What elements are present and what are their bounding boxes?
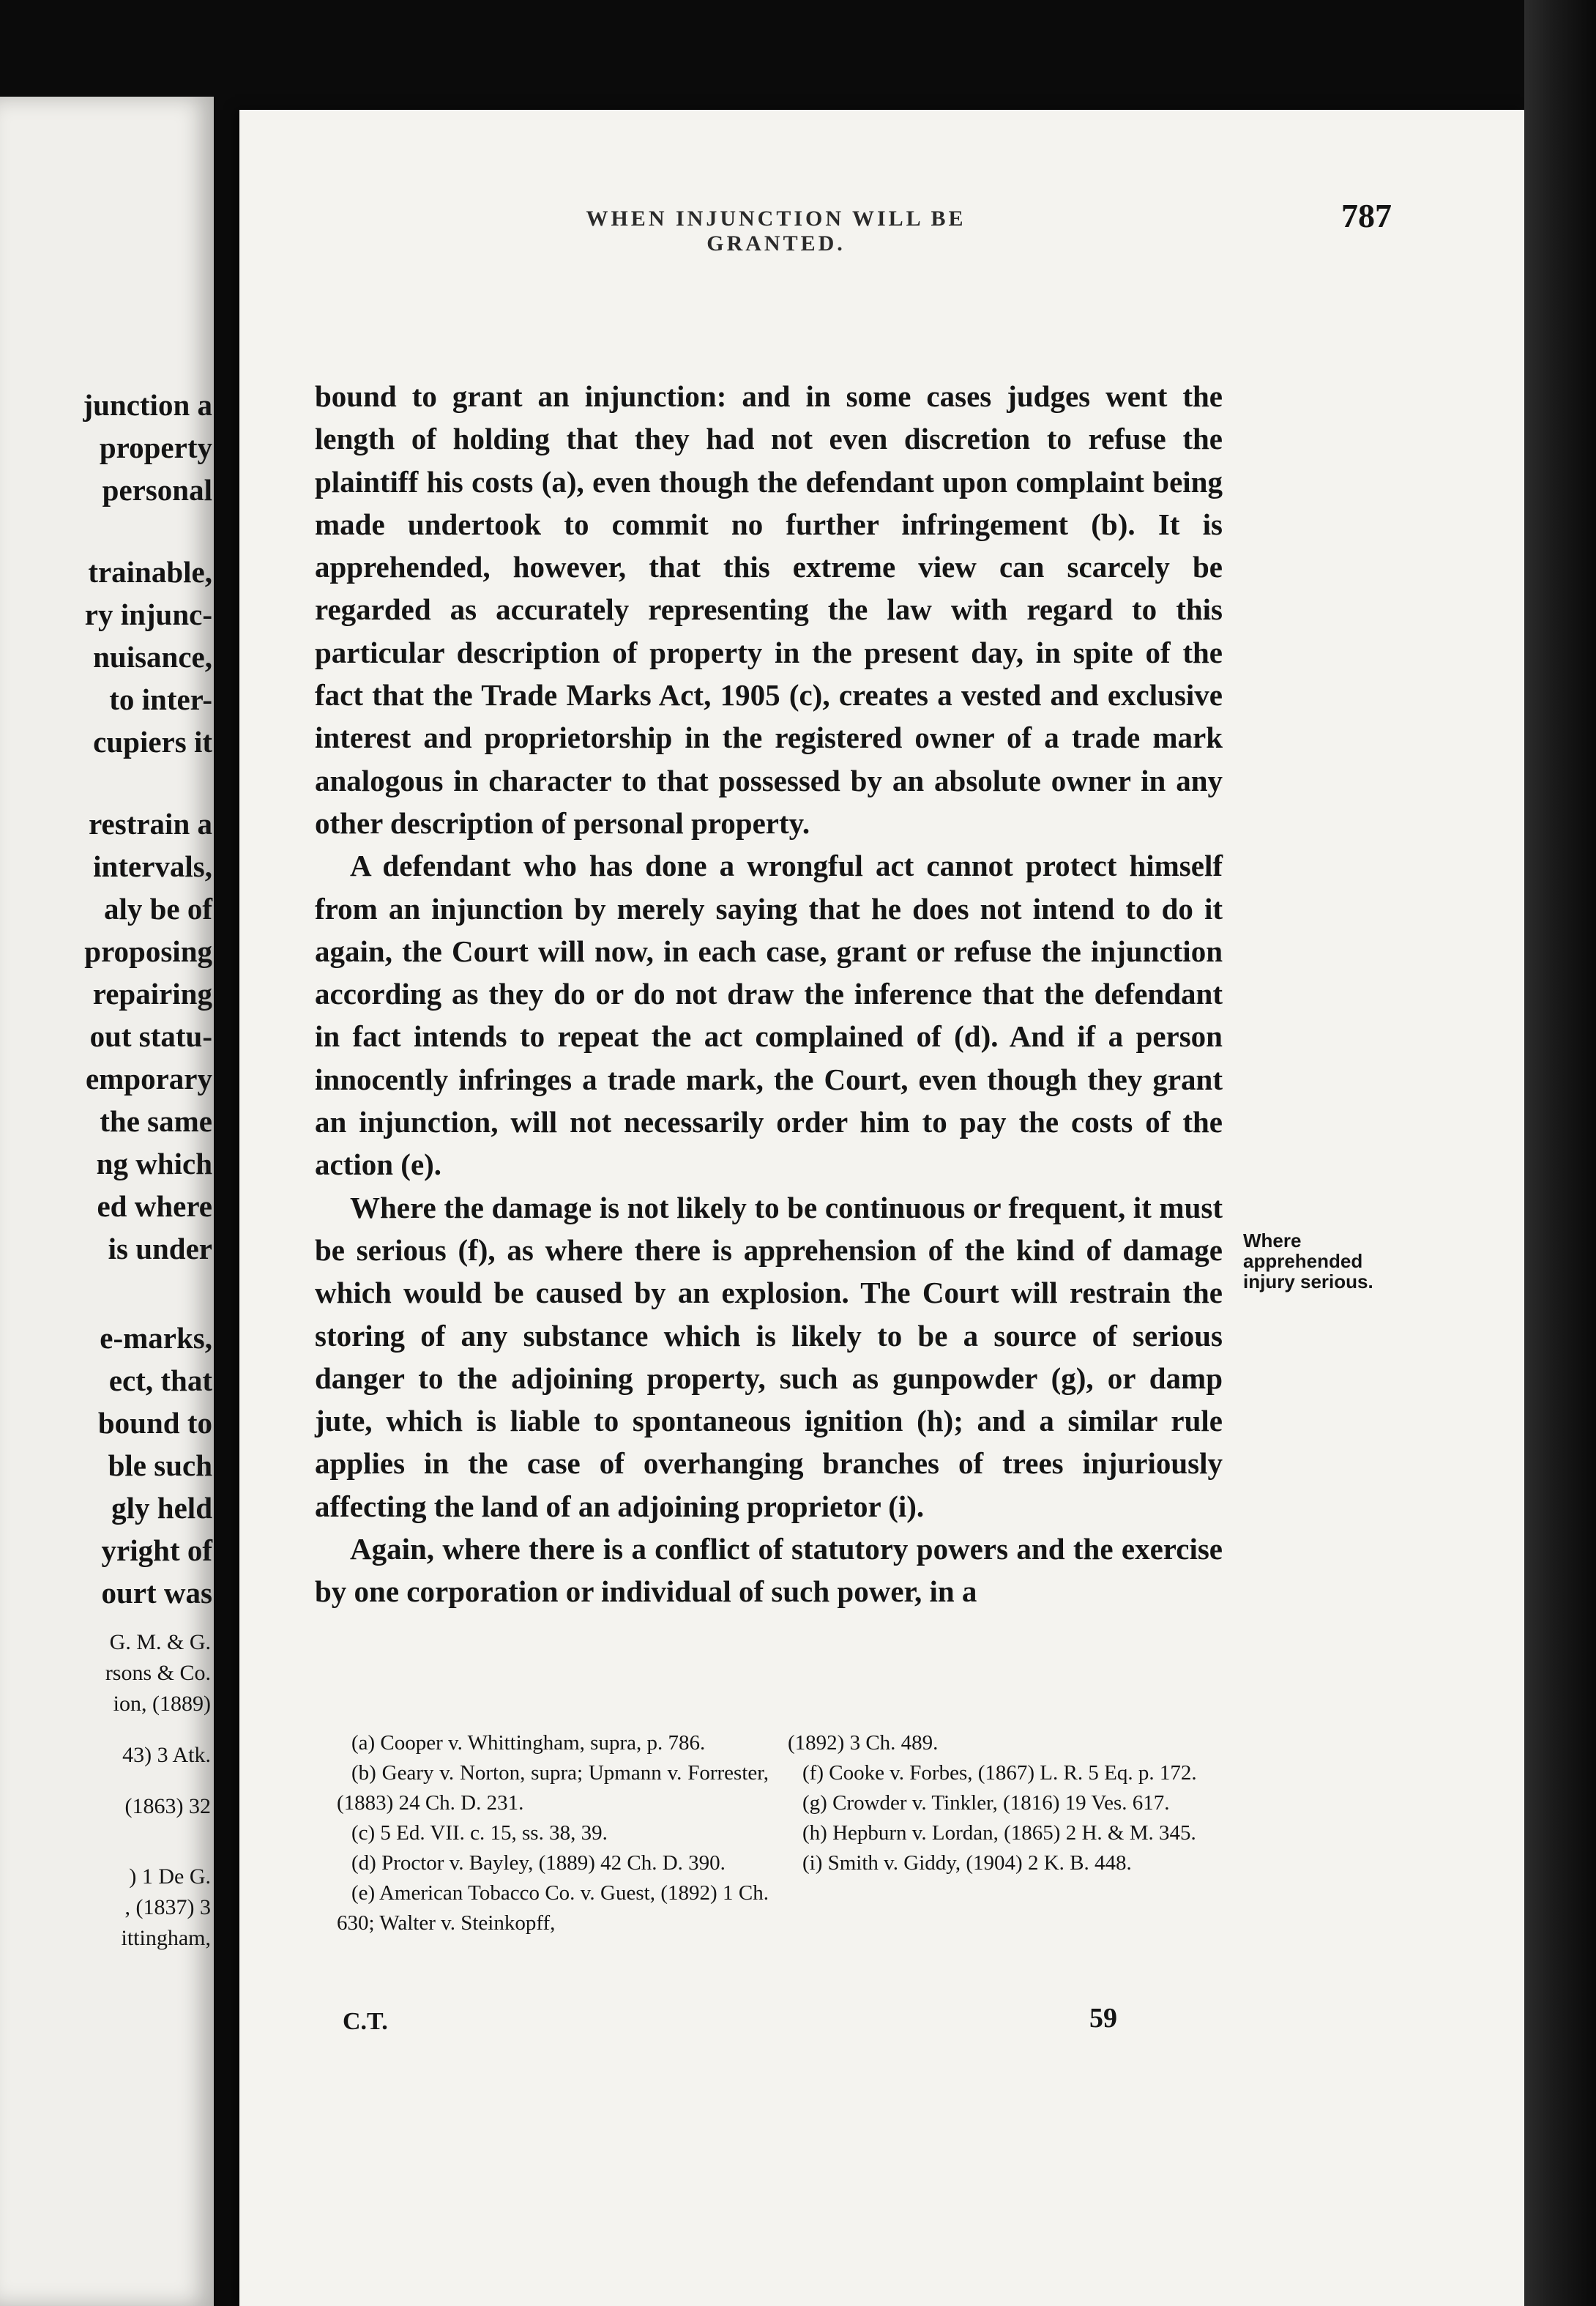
- sheet-number: 59: [1089, 2003, 1117, 2034]
- margin-note: Where apprehended injury serious.: [1243, 1230, 1373, 1293]
- left-page-line: bound to: [97, 1406, 212, 1440]
- footnote: (b) Geary v. Norton, supra; Upmann v. Forrester, (1883) 24 Ch. D. 231.: [337, 1761, 769, 1815]
- left-page-line: trainable,: [88, 555, 212, 589]
- footnote: (d) Proctor v. Bayley, (1889) 42 Ch. D. 390.: [351, 1851, 726, 1875]
- footnote: (h) Hepburn v. Lordan, (1865) 2 H. & M. 345.: [802, 1821, 1196, 1845]
- left-page-line: nuisance,: [93, 640, 212, 674]
- left-page-line: ng which: [96, 1147, 212, 1180]
- left-page-line: proposing: [84, 934, 212, 968]
- left-page-line: junction a: [83, 388, 212, 422]
- left-page-line: ry injunc-: [84, 598, 212, 631]
- left-page-line: gly held: [111, 1491, 212, 1525]
- left-page-line: the same: [100, 1104, 212, 1138]
- footnote: (f) Cooke v. Forbes, (1867) L. R. 5 Eq. p. 172.: [802, 1761, 1197, 1785]
- body-paragraph: A defendant who has done a wrongful act cannot protect himself from an injunction by merely saying that he does not intend to do it again, the Court will now, in each case, grant or refuse the injunction according as they do or do not draw the inference that the defendant in fact intends to repeat the act complained of (d). And if a person innocently infringes a trade mark, the Court, even though they grant an injunction, will not necessarily order him to pay the costs of the action (e).: [315, 849, 1223, 1182]
- footnote: (i) Smith v. Giddy, (1904) 2 K. B. 448.: [802, 1851, 1132, 1875]
- left-page-footnote: G. M. & G.: [109, 1630, 211, 1654]
- footnote: (e) American Tobacco Co. v. Guest, (1892) 1 Ch. 630; Walter v. Steinkopff,: [337, 1881, 769, 1935]
- left-page-line: ed where: [97, 1189, 212, 1223]
- footnote: (g) Crowder v. Tinkler, (1816) 19 Ves. 617.: [802, 1791, 1170, 1815]
- left-page-line: property: [99, 431, 212, 464]
- body-text: [315, 375, 1223, 1613]
- running-head: WHEN INJUNCTION WILL BE GRANTED.: [586, 207, 966, 256]
- footnote: (1892) 3 Ch. 489.: [788, 1731, 939, 1755]
- body-paragraph: Where the damage is not likely to be continuous or frequent, it must be serious (f), as where there is apprehension of the kind of damage which would be caused by an explosion. The Court will restrain the storing of any substance which is likely to be a source of serious danger to the adjoining property, such as gunpowder (g), or damp jute, which is liable to spontaneous ignition (h); and a similar rule applies in the case of overhanging branches of trees injuriously affecting the land of an adjoining proprietor (i).: [315, 1190, 1223, 1523]
- body-paragraph: Again, where there is a conflict of statutory powers and the exercise by one corporation or individual of such power, in a: [315, 1532, 1223, 1609]
- footnotes-left-column: [337, 1728, 769, 1938]
- left-page-footnote: rsons & Co.: [105, 1661, 211, 1685]
- left-page-line: intervals,: [93, 849, 212, 883]
- left-page-line: cupiers it: [93, 725, 212, 759]
- left-page-footnote: ittingham,: [121, 1926, 211, 1950]
- page-number: 787: [1341, 197, 1392, 234]
- left-page-line: emporary: [85, 1062, 212, 1096]
- left-page-line: e-marks,: [100, 1321, 212, 1355]
- left-page-line: is under: [108, 1232, 212, 1265]
- left-page-line: ect, that: [108, 1364, 212, 1397]
- left-page-fragment: [0, 97, 214, 2306]
- left-page-footnote: ) 1 De G.: [129, 1864, 211, 1889]
- left-page-line: to inter-: [109, 682, 212, 716]
- left-page-footnote: , (1837) 3: [124, 1895, 211, 1919]
- body-paragraph: bound to grant an injunction: and in some cases judges went the length of holding that they had not even discretion to refuse the plaintiff his costs (a), even though the defendant upon complaint being made undertook to commit no further infringement (b). It is apprehended, however, that this extreme view can scarcely be regarded as accurately representing the law with regard to this particular description of property in the present day, in spite of the fact that the Trade Marks Act, 1905 (c), creates a vested and exclusive interest and proprietorship in the registered owner of a trade mark analogous in character to that possessed by an absolute owner in any other description of personal property.: [315, 379, 1223, 840]
- left-page-line: yright of: [101, 1533, 212, 1567]
- left-page-line: out statu-: [89, 1019, 212, 1053]
- signature-mark: C.T.: [343, 2008, 388, 2035]
- left-page-line: aly be of: [103, 892, 212, 926]
- left-page-line: ble such: [108, 1448, 212, 1482]
- left-page-line: restrain a: [89, 807, 212, 841]
- left-page-line: repairing: [92, 977, 212, 1011]
- footnote: (a) Cooper v. Whittingham, supra, p. 786.: [351, 1731, 706, 1755]
- footnotes-right-column: [788, 1728, 1220, 1878]
- book-edge: [1524, 0, 1596, 2306]
- left-page-footnote: 43) 3 Atk.: [122, 1743, 211, 1767]
- left-page-footnote: (1863) 32: [124, 1794, 211, 1818]
- left-page-line: personal: [102, 473, 212, 507]
- left-page-line: ourt was: [101, 1576, 212, 1610]
- left-page-footnote: ion, (1889): [113, 1692, 211, 1716]
- footnote: (c) 5 Ed. VII. c. 15, ss. 38, 39.: [351, 1821, 608, 1845]
